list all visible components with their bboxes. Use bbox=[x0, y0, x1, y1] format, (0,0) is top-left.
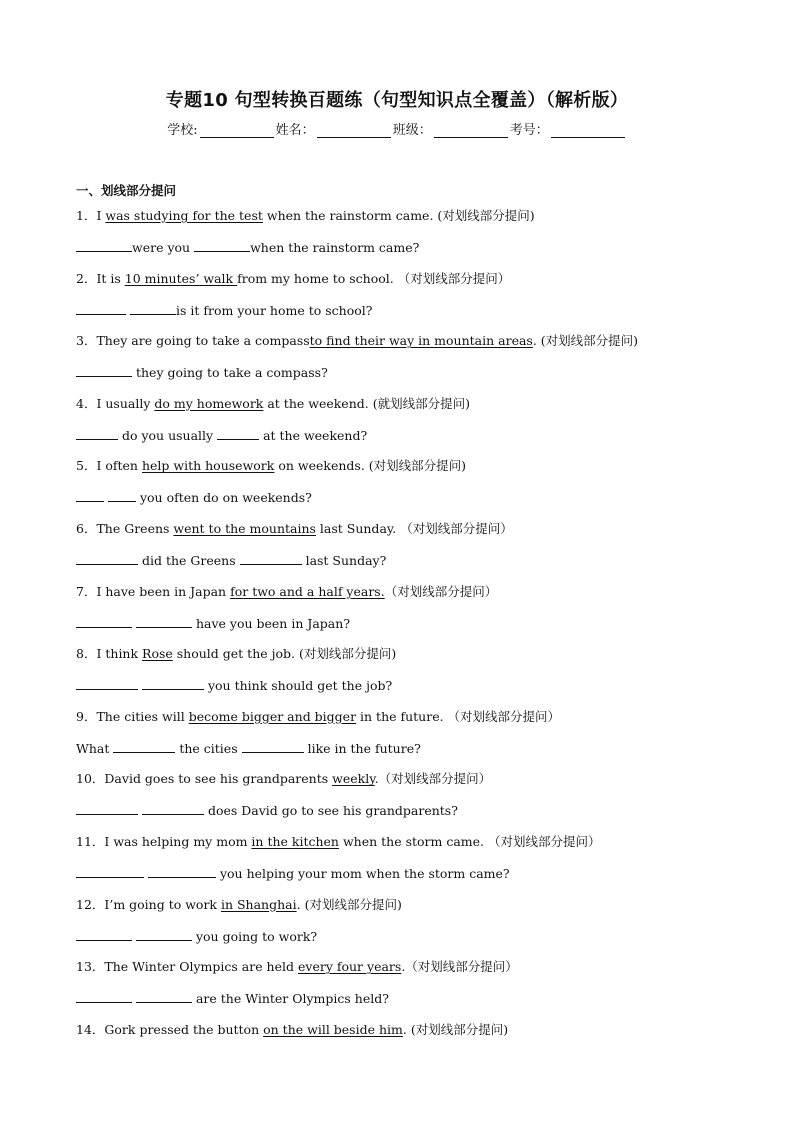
question-13 bbox=[76, 958, 736, 976]
name-blank[interactable] bbox=[317, 124, 391, 138]
answer-blank[interactable] bbox=[148, 864, 216, 878]
underlined-phrase: become bigger and bigger bbox=[188, 708, 357, 724]
question-text: The Greens bbox=[96, 521, 174, 536]
question-text: . (对划线部分提问) bbox=[402, 1021, 509, 1037]
question-number: 1． bbox=[76, 208, 97, 223]
underlined-phrase: Rose bbox=[142, 646, 173, 662]
question-text: I bbox=[96, 208, 106, 223]
question-number: 5． bbox=[76, 458, 97, 474]
question-text: at the weekend. (就划线部分提问) bbox=[263, 395, 470, 411]
answer-line-12 bbox=[76, 927, 736, 946]
question-text: you going to work? bbox=[191, 928, 318, 944]
underlined-phrase: in the kitchen bbox=[251, 834, 339, 849]
question-11 bbox=[76, 833, 736, 851]
answer-blank[interactable] bbox=[76, 864, 144, 878]
question-text: from my home to school. （对划线部分提问） bbox=[237, 270, 511, 286]
underlined-phrase: in Shanghai bbox=[220, 896, 297, 912]
question-text: I have been in Japan bbox=[96, 583, 231, 599]
answer-line-10 bbox=[76, 801, 736, 820]
question-7 bbox=[76, 583, 736, 601]
question-text: they going to take a compass? bbox=[132, 365, 328, 381]
question-text: David goes to see his grandparents bbox=[104, 771, 333, 787]
answer-blank[interactable] bbox=[76, 989, 132, 1003]
answer-blank[interactable] bbox=[136, 989, 192, 1003]
answer-line-8 bbox=[76, 676, 736, 695]
underlined-phrase: for two and a half years. bbox=[230, 583, 385, 599]
page-title: 专题10 句型转换百题练（句型知识点全覆盖）（解析版） bbox=[165, 90, 629, 111]
question-text: .（对划线部分提问） bbox=[374, 771, 492, 787]
class-blank[interactable] bbox=[434, 124, 508, 138]
question-text: They are going to take a compass bbox=[96, 333, 310, 349]
answer-line-11 bbox=[76, 864, 736, 883]
question-number: 4． bbox=[76, 395, 97, 411]
question-text: I think bbox=[96, 646, 143, 662]
question-12 bbox=[76, 896, 736, 914]
question-text: is it from your home to school? bbox=[175, 302, 373, 318]
student-info-line bbox=[0, 119, 794, 138]
answer-line-4 bbox=[76, 426, 736, 445]
question-14 bbox=[76, 1021, 736, 1039]
answer-blank[interactable] bbox=[108, 488, 136, 502]
question-text: were you bbox=[132, 240, 195, 255]
question-number: 12． bbox=[76, 896, 105, 912]
answer-line-7 bbox=[76, 614, 736, 633]
question-text: .（对划线部分提问） bbox=[401, 959, 518, 975]
question-number: 14． bbox=[76, 1021, 105, 1037]
question-text: have you been in Japan? bbox=[191, 615, 351, 631]
question-number: 3． bbox=[76, 333, 97, 349]
name-label: 姓名： bbox=[275, 123, 315, 138]
answer-blank[interactable] bbox=[76, 488, 104, 502]
answer-blank[interactable] bbox=[76, 927, 132, 941]
question-text: the cities bbox=[175, 740, 242, 756]
question-text: should get the job. (对划线部分提问) bbox=[172, 646, 397, 662]
question-text: last Sunday. （对划线部分提问） bbox=[315, 521, 513, 536]
question-text: I often bbox=[96, 458, 142, 474]
question-2 bbox=[76, 270, 736, 288]
question-text: did the Greens bbox=[138, 553, 240, 568]
underlined-phrase: was studying for the test bbox=[105, 208, 263, 223]
underlined-phrase: help with housework bbox=[141, 458, 275, 474]
question-number: 13． bbox=[76, 959, 105, 975]
school-label: 学校: bbox=[167, 123, 198, 138]
underlined-phrase: on the will beside him bbox=[263, 1021, 403, 1037]
section-heading: 一、划线部分提问 bbox=[76, 183, 177, 198]
answer-blank[interactable] bbox=[240, 551, 302, 565]
question-number: 10． bbox=[76, 771, 105, 787]
underlined-phrase: weekly bbox=[332, 771, 375, 787]
question-text: are the Winter Olympics held? bbox=[191, 991, 389, 1007]
question-8 bbox=[76, 645, 736, 663]
question-text: （对划线部分提问） bbox=[384, 583, 498, 599]
answer-line-3 bbox=[76, 363, 736, 382]
question-number: 11． bbox=[76, 834, 105, 849]
question-text: I’m going to work bbox=[104, 896, 221, 912]
underlined-phrase: do my homework bbox=[154, 395, 264, 411]
class-label: 班级： bbox=[392, 123, 432, 138]
underlined-phrase: every four years bbox=[297, 959, 402, 975]
question-text: you often do on weekends? bbox=[135, 490, 312, 506]
answer-blank[interactable] bbox=[76, 551, 138, 565]
question-5 bbox=[76, 457, 736, 475]
question-10 bbox=[76, 770, 736, 788]
exam-number-label: 考号： bbox=[509, 123, 549, 138]
question-text: do you usually bbox=[118, 427, 218, 443]
answer-blank[interactable] bbox=[136, 927, 192, 941]
underlined-phrase: went to the mountains bbox=[173, 521, 316, 536]
answer-line-13 bbox=[76, 989, 736, 1008]
answer-line-5 bbox=[76, 488, 736, 507]
question-number: 6． bbox=[76, 521, 97, 536]
answer-blank[interactable] bbox=[76, 426, 118, 440]
underlined-phrase: to find their way in mountain areas bbox=[309, 333, 533, 349]
question-1 bbox=[76, 207, 736, 225]
answer-blank[interactable] bbox=[76, 801, 138, 815]
answer-blank[interactable] bbox=[242, 739, 304, 753]
question-number: 2． bbox=[76, 270, 97, 286]
question-text: . (对划线部分提问) bbox=[296, 896, 402, 912]
exam-number-blank[interactable] bbox=[551, 124, 625, 138]
answer-blank[interactable] bbox=[76, 363, 132, 377]
question-text: in the future. （对划线部分提问） bbox=[356, 708, 561, 724]
answer-line-9 bbox=[76, 739, 736, 758]
question-text: What bbox=[76, 740, 114, 756]
question-text: like in the future? bbox=[303, 740, 421, 756]
question-text: I was helping my mom bbox=[104, 834, 252, 849]
answer-line-6 bbox=[76, 551, 736, 570]
question-text: The cities will bbox=[96, 708, 189, 724]
answer-line-1 bbox=[76, 238, 736, 257]
answer-blank[interactable] bbox=[76, 614, 132, 628]
question-3 bbox=[76, 332, 736, 350]
answer-blank[interactable] bbox=[142, 676, 204, 690]
answer-blank[interactable] bbox=[113, 739, 175, 753]
question-text: It is bbox=[96, 270, 125, 286]
question-4 bbox=[76, 395, 736, 413]
question-text: does David go to see his grandparents? bbox=[203, 803, 458, 819]
question-text: The Winter Olympics are held bbox=[104, 959, 298, 975]
question-9 bbox=[76, 708, 736, 726]
question-text: when the storm came. （对划线部分提问） bbox=[338, 834, 601, 849]
answer-blank[interactable] bbox=[136, 614, 192, 628]
underlined-phrase: 10 minutes’ walk bbox=[124, 270, 238, 286]
question-text: when the rainstorm came. (对划线部分提问) bbox=[262, 208, 535, 223]
question-text: when the rainstorm came? bbox=[250, 240, 420, 255]
answer-blank[interactable] bbox=[76, 676, 138, 690]
question-6 bbox=[76, 520, 736, 538]
question-text: on weekends. (对划线部分提问) bbox=[274, 458, 467, 474]
question-number: 8． bbox=[76, 646, 97, 662]
question-text: . (对划线部分提问) bbox=[532, 333, 639, 349]
question-text: you helping your mom when the storm came? bbox=[215, 866, 510, 881]
answer-blank[interactable] bbox=[76, 238, 132, 252]
question-text: you think should get the job? bbox=[203, 678, 393, 694]
question-text: at the weekend? bbox=[259, 427, 368, 443]
question-number: 9． bbox=[76, 708, 97, 724]
answer-blank[interactable] bbox=[217, 426, 259, 440]
school-blank[interactable] bbox=[200, 124, 274, 138]
question-text: I usually bbox=[96, 395, 155, 411]
answer-blank[interactable] bbox=[194, 238, 250, 252]
question-text: Gork pressed the button bbox=[104, 1021, 264, 1037]
question-number: 7． bbox=[76, 583, 97, 599]
answer-blank[interactable] bbox=[76, 301, 126, 315]
question-text: last Sunday? bbox=[301, 553, 387, 568]
answer-blank[interactable] bbox=[130, 301, 176, 315]
answer-blank[interactable] bbox=[142, 801, 204, 815]
answer-line-2 bbox=[76, 301, 736, 320]
